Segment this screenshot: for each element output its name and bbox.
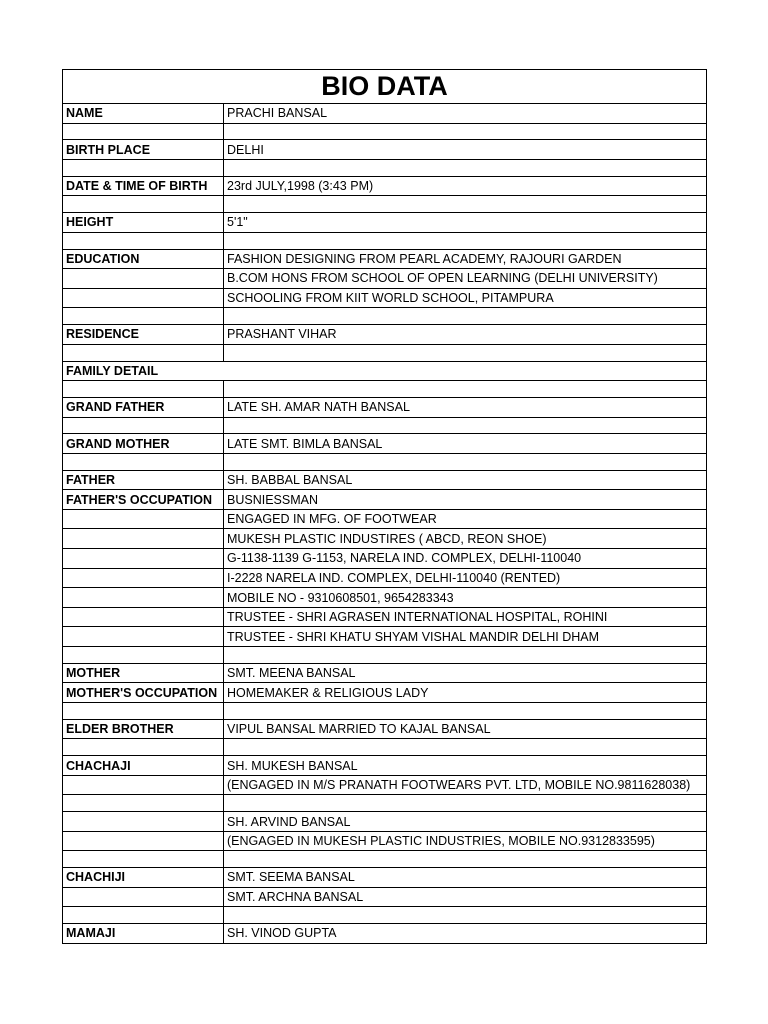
spacer-row <box>63 124 706 141</box>
empty-label-cell <box>63 233 224 249</box>
field-label <box>63 269 224 288</box>
empty-value-cell <box>224 795 706 811</box>
table-row <box>63 868 706 888</box>
empty-label-cell <box>63 907 224 923</box>
field-label: CHACHIJI <box>63 868 224 887</box>
empty-value-cell <box>224 308 706 324</box>
field-value: 23rd JULY,1998 (3:43 PM) <box>227 179 374 194</box>
table-row <box>63 325 706 345</box>
empty-value-cell <box>224 851 706 867</box>
table-row <box>63 569 706 589</box>
field-value: G-1138-1139 G-1153, NARELA IND. COMPLEX, DELHI-110040 <box>227 551 582 566</box>
empty-value-cell <box>224 454 706 470</box>
field-value: SMT. MEENA BANSAL <box>227 666 356 681</box>
table-row <box>63 683 706 703</box>
field-value: BUSNIESSMAN <box>227 492 318 507</box>
table-row <box>63 888 706 908</box>
field-label: ELDER BROTHER <box>63 720 224 739</box>
empty-value-cell <box>224 196 706 212</box>
field-label: MAMAJI <box>63 924 224 943</box>
field-value: LATE SH. AMAR NATH BANSAL <box>227 400 410 415</box>
empty-label-cell <box>63 124 224 140</box>
empty-value-cell <box>224 703 706 719</box>
field-label: GRAND FATHER <box>63 398 224 417</box>
spacer-row <box>63 851 706 868</box>
empty-value-cell <box>224 907 706 923</box>
field-label: BIRTH PLACE <box>63 140 224 159</box>
field-label: HEIGHT <box>63 213 224 232</box>
table-row <box>63 104 706 124</box>
section-heading-row <box>63 362 706 382</box>
table-row <box>63 756 706 776</box>
field-label: MOTHER <box>63 664 224 683</box>
table-row <box>63 250 706 270</box>
field-value: SH. ARVIND BANSAL <box>227 814 351 829</box>
field-label: NAME <box>63 104 224 123</box>
section-heading: FAMILY DETAIL <box>66 363 159 378</box>
field-value: (ENGAGED IN M/S PRANATH FOOTWEARS PVT. LTD, MOBILE NO.9811628038) <box>227 778 691 793</box>
empty-value-cell <box>224 739 706 755</box>
field-value: I-2228 NARELA IND. COMPLEX, DELHI-110040 (RENTED) <box>227 570 561 585</box>
field-value: DELHI <box>227 142 264 157</box>
empty-label-cell <box>63 308 224 324</box>
table-row <box>63 177 706 197</box>
empty-value-cell <box>224 345 706 361</box>
empty-label-cell <box>63 647 224 663</box>
field-value: SMT. SEEMA BANSAL <box>227 870 355 885</box>
field-label: DATE & TIME OF BIRTH <box>63 177 224 196</box>
field-value: (ENGAGED IN MUKESH PLASTIC INDUSTRIES, MOBILE NO.9312833595) <box>227 834 655 849</box>
field-value: TRUSTEE - SHRI AGRASEN INTERNATIONAL HOSPITAL, ROHINI <box>227 610 608 625</box>
table-row <box>63 588 706 608</box>
field-value: B.COM HONS FROM SCHOOL OF OPEN LEARNING (DELHI UNIVERSITY) <box>227 271 658 286</box>
table-row <box>63 434 706 454</box>
table-row <box>63 490 706 510</box>
table-row <box>63 269 706 289</box>
field-value: ENGAGED IN MFG. OF FOOTWEAR <box>227 512 437 527</box>
empty-value-cell <box>224 647 706 663</box>
empty-value-cell <box>224 233 706 249</box>
table-row <box>63 549 706 569</box>
field-label <box>63 832 224 851</box>
spacer-row <box>63 454 706 471</box>
empty-label-cell <box>63 739 224 755</box>
table-row <box>63 832 706 852</box>
table-row <box>63 776 706 796</box>
spacer-row <box>63 381 706 398</box>
field-value: PRACHI BANSAL <box>227 106 328 121</box>
empty-label-cell <box>63 196 224 212</box>
field-label: MOTHER'S OCCUPATION <box>63 683 224 702</box>
table-row <box>63 471 706 491</box>
field-value: SMT. ARCHNA BANSAL <box>227 890 364 905</box>
empty-label-cell <box>63 160 224 176</box>
spacer-row <box>63 795 706 812</box>
field-value: SH. VINOD GUPTA <box>227 926 337 941</box>
table-row <box>63 608 706 628</box>
document-title: BIO DATA <box>63 70 706 104</box>
table-row <box>63 924 706 944</box>
empty-label-cell <box>63 851 224 867</box>
table-row <box>63 664 706 684</box>
field-label: FATHER'S OCCUPATION <box>63 490 224 509</box>
field-value: MOBILE NO - 9310608501, 9654283343 <box>227 590 454 605</box>
field-label <box>63 812 224 831</box>
field-label: EDUCATION <box>63 250 224 269</box>
field-label <box>63 510 224 529</box>
empty-value-cell <box>224 160 706 176</box>
field-label <box>63 627 224 646</box>
spacer-row <box>63 703 706 720</box>
field-value: HOMEMAKER & RELIGIOUS LADY <box>227 685 429 700</box>
spacer-row <box>63 308 706 325</box>
spacer-row <box>63 160 706 177</box>
field-value: PRASHANT VIHAR <box>227 327 337 342</box>
field-label <box>63 608 224 627</box>
spacer-row <box>63 345 706 362</box>
empty-label-cell <box>63 703 224 719</box>
table-row <box>63 289 706 309</box>
field-label: CHACHAJI <box>63 756 224 775</box>
table-row <box>63 720 706 740</box>
field-label <box>63 888 224 907</box>
spacer-row <box>63 233 706 250</box>
field-value: 5'1" <box>227 215 248 230</box>
table-row <box>63 213 706 233</box>
bio-data-table <box>63 104 706 944</box>
field-label <box>63 289 224 308</box>
field-label <box>63 529 224 548</box>
table-row <box>63 398 706 418</box>
field-value: SH. MUKESH BANSAL <box>227 758 358 773</box>
field-label <box>63 588 224 607</box>
field-label: RESIDENCE <box>63 325 224 344</box>
empty-label-cell <box>63 418 224 434</box>
empty-value-cell <box>224 381 706 397</box>
empty-label-cell <box>63 345 224 361</box>
table-row <box>63 627 706 647</box>
field-label <box>63 569 224 588</box>
spacer-row <box>63 196 706 213</box>
field-value: MUKESH PLASTIC INDUSTIRES ( ABCD, REON SHOE) <box>227 531 547 546</box>
empty-label-cell <box>63 454 224 470</box>
field-label <box>63 776 224 795</box>
field-value: FASHION DESIGNING FROM PEARL ACADEMY, RAJOURI GARDEN <box>227 251 622 266</box>
field-label: GRAND MOTHER <box>63 434 224 453</box>
empty-label-cell <box>63 795 224 811</box>
field-label <box>63 549 224 568</box>
bio-data-sheet <box>62 69 707 944</box>
field-value: VIPUL BANSAL MARRIED TO KAJAL BANSAL <box>227 722 491 737</box>
field-value: TRUSTEE - SHRI KHATU SHYAM VISHAL MANDIR DELHI DHAM <box>227 629 600 644</box>
spacer-row <box>63 739 706 756</box>
empty-value-cell <box>224 124 706 140</box>
empty-label-cell <box>63 381 224 397</box>
table-row <box>63 140 706 160</box>
field-value: SCHOOLING FROM KIIT WORLD SCHOOL, PITAMPURA <box>227 291 554 306</box>
field-label: FATHER <box>63 471 224 490</box>
table-row <box>63 510 706 530</box>
spacer-row <box>63 418 706 435</box>
empty-value-cell <box>224 418 706 434</box>
field-value: SH. BABBAL BANSAL <box>227 473 353 487</box>
table-row <box>63 812 706 832</box>
spacer-row <box>63 907 706 924</box>
field-value: LATE SMT. BIMLA BANSAL <box>227 436 383 451</box>
spacer-row <box>63 647 706 664</box>
table-row <box>63 529 706 549</box>
